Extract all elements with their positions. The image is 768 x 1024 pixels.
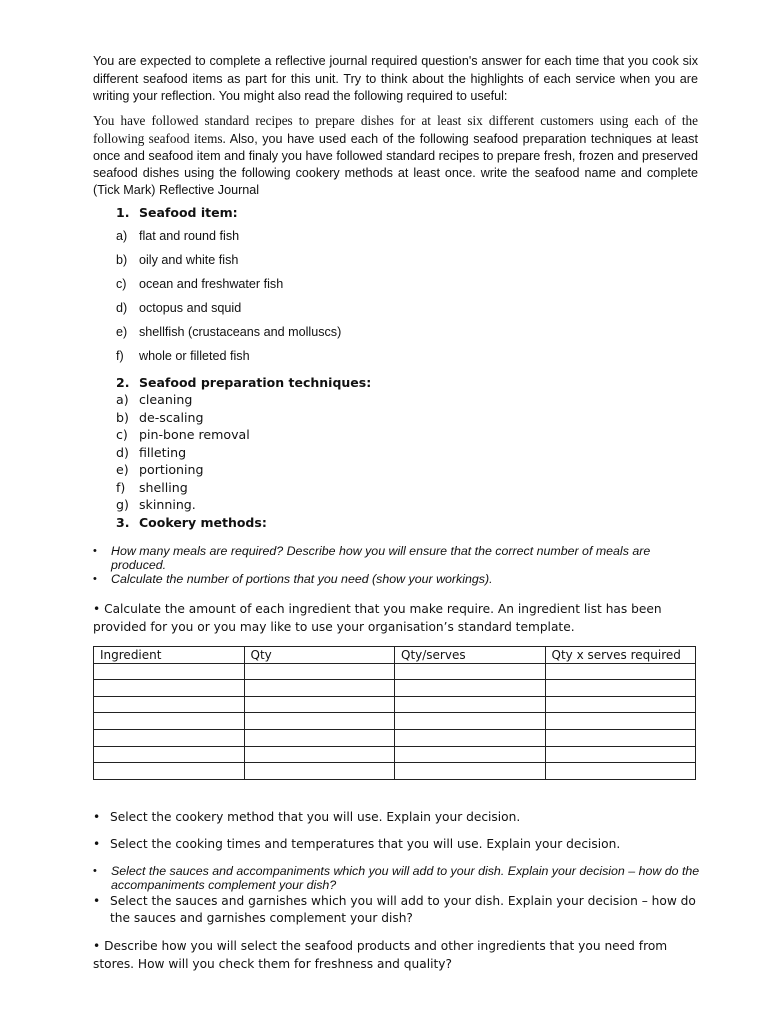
ingredient-instruction: • Calculate the amount of each ingredient that you make require. An ingredient list has been provided for you or you may like to use your organisation’s standard template. [93, 602, 662, 634]
column-header-qty-serves: Qty/serves [395, 647, 546, 664]
table-row [94, 696, 696, 713]
list-item: a) flat and round fish [116, 229, 240, 243]
list-item: e) portioning [116, 462, 204, 477]
ingredient-table [93, 646, 696, 780]
question-sauces-accompaniments: • Select the sauces and accompaniments which you will add to your dish. Explain your decision – how do the accompaniments complement your dish? [93, 864, 700, 892]
instructions-serif-text: You have followed standard recipes to prepare dishes for at least six different customers using each of the following seafood items. [93, 113, 698, 146]
column-header-qty: Qty [244, 647, 395, 664]
table-row [94, 763, 696, 780]
list-item: d) octopus and squid [116, 301, 242, 315]
intro-paragraph: You are expected to complete a reflective journal required question's answer for each time that you cook six different seafood items as part for this unit. Try to think about the highlights of each service when you are writing your reflection. You might also read the following required to useful: [93, 54, 698, 103]
table-row [94, 713, 696, 730]
list-item: b) de-scaling [116, 410, 204, 425]
question-cookery-method: • Select the cookery method that you will use. Explain your decision. [93, 810, 521, 824]
table-row [94, 663, 696, 680]
table-row [94, 680, 696, 697]
instructions-paragraph [93, 112, 698, 199]
table-row [94, 729, 696, 746]
table-row [94, 746, 696, 763]
list-item: e) shellfish (crustaceans and molluscs) [116, 325, 342, 339]
question-select-seafood: • Describe how you will select the seafood products and other ingredients that you need from stores. How will you check them for freshness and quality? [93, 939, 668, 971]
question-portions: • Calculate the number of portions that you need (show your workings). [93, 572, 493, 586]
question-meals-required: • How many meals are required? Describe how you will ensure that the correct number of meals are produced. [93, 544, 651, 572]
list-item: f) whole or filleted fish [116, 349, 250, 363]
section-cookery-methods-heading: 3. Cookery methods: [116, 515, 267, 530]
list-item: b) oily and white fish [116, 253, 239, 267]
table-header-row [94, 647, 696, 664]
list-item: f) shelling [116, 480, 188, 495]
question-sauces-garnishes: • Select the sauces and garnishes which you will add to your dish. Explain your decision – how do the sauces and garnishes complement your dish? [93, 894, 696, 925]
column-header-ingredient: Ingredient [94, 647, 245, 664]
question-cooking-times: • Select the cooking times and temperatures that you will use. Explain your decision. [93, 837, 621, 851]
list-item: c) pin-bone removal [116, 427, 250, 442]
section-preparation-heading: 2. Seafood preparation techniques: [116, 375, 372, 390]
list-item: d) filleting [116, 445, 187, 460]
list-item: c) ocean and freshwater fish [116, 277, 284, 291]
instructions-rest-text: Also, you have used each of the following seafood preparation techniques at least once and seafood item and finaly you have followed standard recipes to prepare fresh, frozen and preserved seafood dishes using the following cookery methods at least once. write the seafood name and complete (Tick Mark) Reflective Journal [93, 132, 698, 197]
column-header-qty-x-serves: Qty x serves required [545, 647, 696, 664]
list-item: a) cleaning [116, 392, 193, 407]
section-seafood-item-heading: 1. Seafood item: [116, 205, 238, 220]
list-item: g) skinning. [116, 497, 196, 512]
